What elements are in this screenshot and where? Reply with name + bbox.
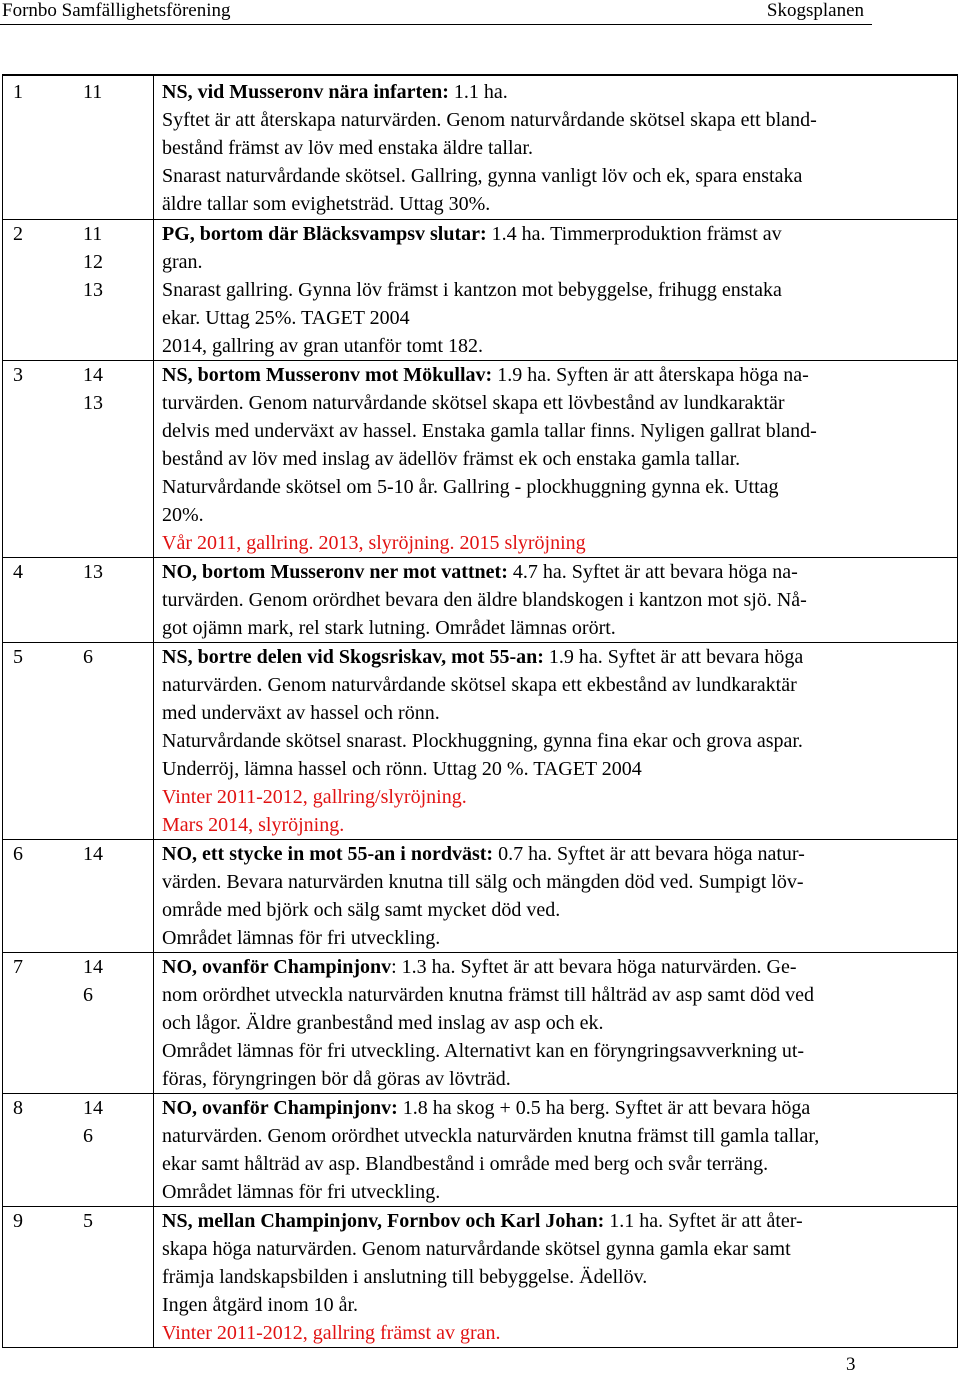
- description-text: Området lämnas för fri utveckling.: [162, 927, 441, 949]
- map-reference: 12: [83, 251, 103, 273]
- stand-description-cell: [154, 643, 958, 840]
- description-text: område med björk och sälg samt mycket död ved.: [162, 899, 561, 921]
- description-text: Området lämnas för fri utveckling.: [162, 1181, 441, 1203]
- map-reference-cell: [83, 361, 154, 558]
- stand-row: [3, 558, 958, 643]
- map-reference-cell: [83, 643, 154, 840]
- stand-number-cell: [3, 558, 84, 643]
- map-reference: 6: [83, 646, 93, 668]
- page-header: [0, 0, 872, 25]
- stand-row: [3, 840, 958, 953]
- description-line: [162, 529, 933, 557]
- description-text: 20%.: [162, 504, 204, 526]
- description-text: Underröj, lämna hassel och rönn. Uttag 20 %. TAGET 2004: [162, 758, 642, 780]
- stand-title: NS, bortre delen vid Skogsriskav, mot 55-an:: [162, 646, 544, 668]
- stand-title: NO, ett stycke in mot 55-an i nordväst:: [162, 843, 494, 865]
- description-text: 4.7 ha. Syftet är att bevara höga na-: [507, 561, 798, 583]
- stand-title: NS, mellan Champinjonv, Fornbov och Karl Johan:: [162, 1210, 605, 1232]
- stand-number-cell: [3, 643, 84, 840]
- description-line: [162, 586, 933, 614]
- description-text: 0.7 ha. Syftet är att bevara höga natur-: [493, 843, 805, 865]
- stand-number-cell: [3, 840, 84, 953]
- stand-number-cell: [3, 75, 84, 220]
- description-line: [162, 220, 933, 248]
- description-line: [162, 1178, 933, 1206]
- stand-description-cell: [154, 361, 958, 558]
- stand-number: 2: [13, 223, 23, 245]
- description-text: got ojämn mark, rel stark lutning. Området lämnas orört.: [162, 617, 616, 639]
- stand-number: 1: [13, 81, 23, 103]
- description-line: [162, 501, 933, 529]
- stand-description-cell: [154, 75, 958, 220]
- stand-description-cell: [154, 558, 958, 643]
- description-line: [162, 445, 933, 473]
- map-reference: 13: [83, 561, 103, 583]
- description-line: [162, 332, 933, 360]
- stand-description-cell: [154, 953, 958, 1094]
- description-line: [162, 78, 933, 106]
- description-line: [162, 1150, 933, 1178]
- description-text: 1.9 ha. Syften är att återskapa höga na-: [492, 364, 809, 386]
- description-line: [162, 868, 933, 896]
- description-line: [162, 1319, 933, 1347]
- description-text: ekar. Uttag 25%. TAGET 2004: [162, 307, 410, 329]
- description-line: [162, 1094, 933, 1122]
- map-reference: 11: [83, 81, 103, 103]
- map-reference: 14: [83, 364, 103, 386]
- description-text: värden. Bevara naturvärden knutna till sälg och mängden död ved. Sumpigt löv-: [162, 871, 804, 893]
- description-line: [162, 248, 933, 276]
- stand-title: PG, bortom där Bläcksvampsv slutar:: [162, 223, 487, 245]
- map-reference: 6: [83, 1125, 93, 1147]
- header-document-title: Skogsplanen: [766, 0, 864, 21]
- stand-number-cell: [3, 1094, 84, 1207]
- description-text: turvärden. Genom naturvårdande skötsel skapa ett lövbestånd av lundkaraktär: [162, 392, 785, 414]
- description-line: [162, 276, 933, 304]
- description-text: 1.8 ha skog + 0.5 ha berg. Syftet är att bevara höga: [397, 1097, 811, 1119]
- stand-description-cell: [154, 840, 958, 953]
- stand-number: 6: [13, 843, 23, 865]
- description-text: delvis med underväxt av hassel. Enstaka gamla tallar finns. Nyligen gallrat bland-: [162, 420, 817, 442]
- description-text: bestånd av löv med inslag av ädellöv främst ek och enstaka gamla tallar.: [162, 448, 741, 470]
- stand-row: [3, 220, 958, 361]
- description-line: [162, 361, 933, 389]
- map-reference: 13: [83, 392, 103, 414]
- description-text: 2014, gallring av gran utanför tomt 182.: [162, 335, 484, 357]
- header-association-name: Fornbo Samfällighetsförening: [2, 0, 231, 21]
- description-text: 1.1 ha.: [448, 81, 508, 103]
- stand-number: 4: [13, 561, 23, 583]
- map-reference: 6: [83, 984, 93, 1006]
- map-reference: 14: [83, 1097, 103, 1119]
- description-text: : 1.3 ha. Syftet är att bevara höga naturvärden. Ge-: [391, 956, 797, 978]
- stand-row: [3, 953, 958, 1094]
- map-reference: 11: [83, 223, 103, 245]
- action-log-text: Vår 2011, gallring. 2013, slyröjning. 2015 slyröjning: [162, 532, 586, 554]
- description-line: [162, 1263, 933, 1291]
- map-reference-cell: [83, 953, 154, 1094]
- description-line: [162, 473, 933, 501]
- description-line: [162, 389, 933, 417]
- stand-number: 7: [13, 956, 23, 978]
- description-line: [162, 953, 933, 981]
- description-line: [162, 190, 933, 218]
- description-text: skapa höga naturvärden. Genom naturvårdande skötsel gynna gamla ekar samt: [162, 1238, 791, 1260]
- description-text: ekar samt hålträd av asp. Blandbestånd i område med berg och svår terräng.: [162, 1153, 769, 1175]
- description-line: [162, 1291, 933, 1319]
- map-reference: 5: [83, 1210, 93, 1232]
- description-text: 1.4 ha. Timmerproduktion främst av: [486, 223, 782, 245]
- description-line: [162, 106, 933, 134]
- description-text: Området lämnas för fri utveckling. Alternativt kan en föryngringsavverkning ut-: [162, 1040, 805, 1062]
- description-line: [162, 417, 933, 445]
- map-reference-cell: [83, 1207, 154, 1348]
- description-line: [162, 1207, 933, 1235]
- description-text: Snarast naturvårdande skötsel. Gallring, gynna vanligt löv och ek, spara enstaka: [162, 165, 803, 187]
- description-text: Ingen åtgärd inom 10 år.: [162, 1294, 359, 1316]
- forest-plan-table: [2, 74, 958, 1348]
- page-number: 3: [846, 1354, 856, 1375]
- description-text: Syftet är att återskapa naturvärden. Genom naturvårdande skötsel skapa ett bland-: [162, 109, 817, 131]
- description-line: [162, 896, 933, 924]
- description-line: [162, 1122, 933, 1150]
- action-log-text: Vinter 2011-2012, gallring/slyröjning.: [162, 786, 467, 808]
- stand-number-cell: [3, 1207, 84, 1348]
- stand-row: [3, 361, 958, 558]
- description-line: [162, 840, 933, 868]
- stand-description-cell: [154, 220, 958, 361]
- stand-title: NS, vid Musseronv nära infarten:: [162, 81, 449, 103]
- description-line: [162, 727, 933, 755]
- description-line: [162, 162, 933, 190]
- map-reference: 14: [83, 843, 103, 865]
- stand-title: NO, bortom Musseronv ner mot vattnet:: [162, 561, 508, 583]
- stand-number: 8: [13, 1097, 23, 1119]
- description-line: [162, 558, 933, 586]
- action-log-text: Vinter 2011-2012, gallring främst av gran.: [162, 1322, 501, 1344]
- map-reference-cell: [83, 1094, 154, 1207]
- stand-description-cell: [154, 1207, 958, 1348]
- description-text: föras, föryngringen bör då göras av lövträd.: [162, 1068, 511, 1090]
- description-text: äldre tallar som evighetsträd. Uttag 30%.: [162, 193, 491, 215]
- map-reference: 13: [83, 279, 103, 301]
- stand-number: 5: [13, 646, 23, 668]
- map-reference-cell: [83, 558, 154, 643]
- description-line: [162, 1235, 933, 1263]
- description-text: 1.1 ha. Syftet är att åter-: [604, 1210, 803, 1232]
- map-reference-cell: [83, 220, 154, 361]
- description-line: [162, 755, 933, 783]
- description-text: bestånd främst av löv med enstaka äldre tallar.: [162, 137, 533, 159]
- description-text: Naturvårdande skötsel om 5-10 år. Gallring - plockhuggning gynna ek. Uttag: [162, 476, 779, 498]
- description-line: [162, 614, 933, 642]
- description-line: [162, 981, 933, 1009]
- description-line: [162, 1037, 933, 1065]
- description-text: turvärden. Genom orördhet bevara den äldre blandskogen i kantzon mot sjö. Nå-: [162, 589, 807, 611]
- description-text: 1.9 ha. Syftet är att bevara höga: [543, 646, 804, 668]
- stand-number-cell: [3, 220, 84, 361]
- stand-title: NS, bortom Musseronv mot Mökullav:: [162, 364, 493, 386]
- description-text: naturvärden. Genom naturvårdande skötsel skapa ett ekbestånd av lundkaraktär: [162, 674, 797, 696]
- map-reference-cell: [83, 75, 154, 220]
- description-text: med underväxt av hassel och rönn.: [162, 702, 440, 724]
- description-line: [162, 1065, 933, 1093]
- description-text: nom orördhet utveckla naturvärden knutna främst till hålträd av asp samt död ved: [162, 984, 815, 1006]
- map-reference-cell: [83, 840, 154, 953]
- stand-description-cell: [154, 1094, 958, 1207]
- description-text: Snarast gallring. Gynna löv främst i kantzon mot bebyggelse, frihugg enstaka: [162, 279, 782, 301]
- description-text: Naturvårdande skötsel snarast. Plockhuggning, gynna fina ekar och grova aspar.: [162, 730, 803, 752]
- description-line: [162, 134, 933, 162]
- stand-row: [3, 1207, 958, 1348]
- description-text: gran.: [162, 251, 203, 273]
- description-line: [162, 643, 933, 671]
- stand-row: [3, 1094, 958, 1207]
- stand-title: NO, ovanför Champinjonv:: [162, 1097, 398, 1119]
- stand-row: [3, 75, 958, 220]
- stand-number-cell: [3, 361, 84, 558]
- description-line: [162, 1009, 933, 1037]
- map-reference: 14: [83, 956, 103, 978]
- description-line: [162, 783, 933, 811]
- description-line: [162, 304, 933, 332]
- stand-row: [3, 643, 958, 840]
- description-text: och lågor. Äldre granbestånd med inslag av asp och ek.: [162, 1012, 604, 1034]
- stand-title: NO, ovanför Champinjonv: [162, 956, 392, 978]
- description-line: [162, 699, 933, 727]
- stand-number-cell: [3, 953, 84, 1094]
- description-text: naturvärden. Genom orördhet utveckla naturvärden knutna främst till gamla tallar,: [162, 1125, 820, 1147]
- action-log-text: Mars 2014, slyröjning.: [162, 814, 345, 836]
- description-text: främja landskapsbilden i anslutning till bebyggelse. Ädellöv.: [162, 1266, 648, 1288]
- description-line: [162, 671, 933, 699]
- stand-number: 3: [13, 364, 23, 386]
- description-line: [162, 924, 933, 952]
- description-line: [162, 811, 933, 839]
- stand-number: 9: [13, 1210, 23, 1232]
